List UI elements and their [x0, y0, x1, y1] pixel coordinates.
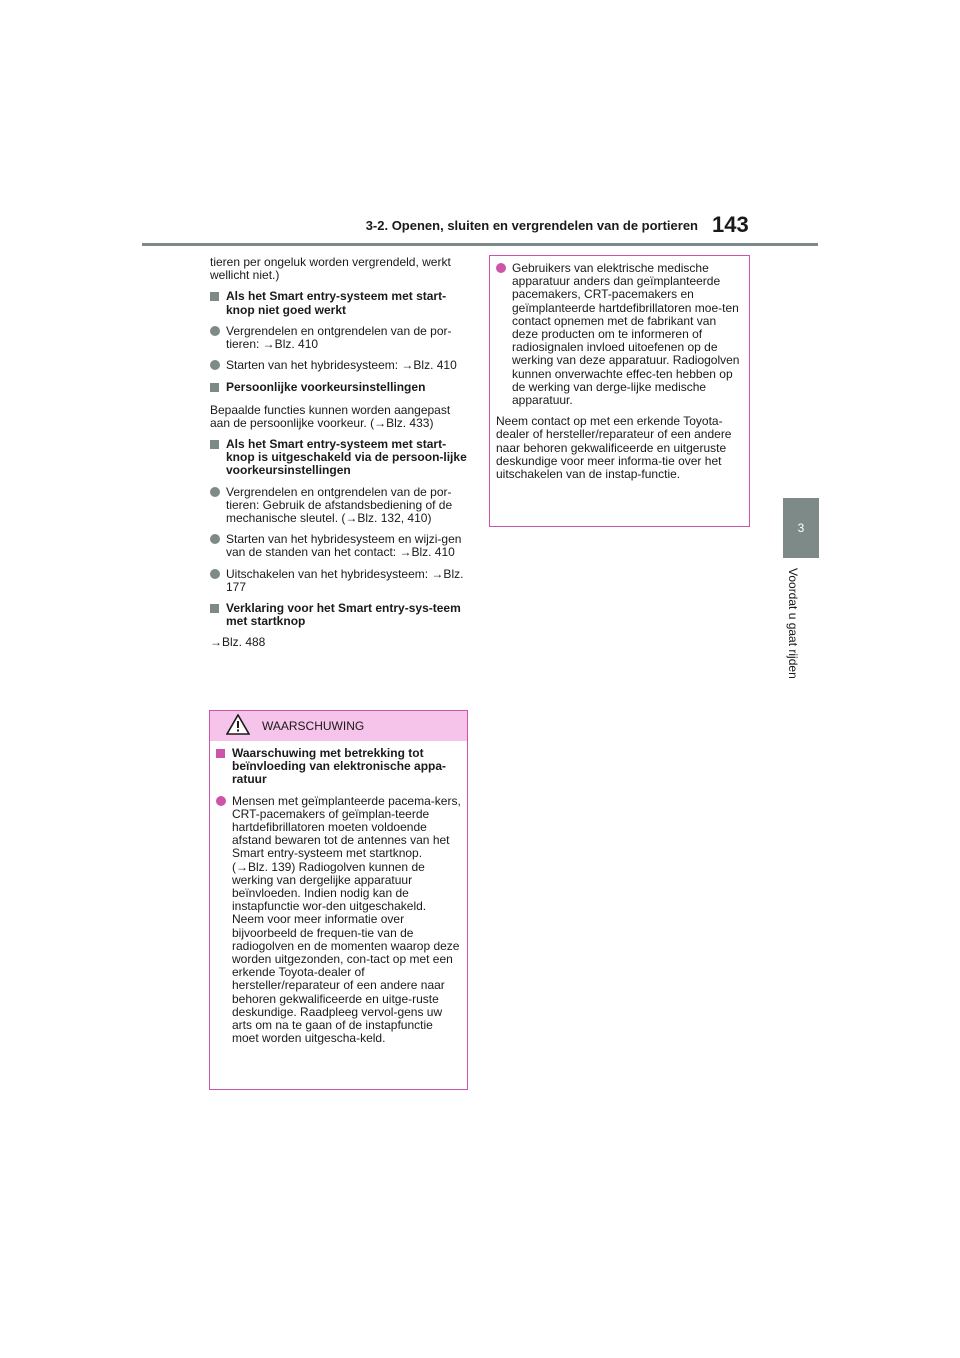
warning-title: WAARSCHUWING — [262, 719, 365, 733]
chapter-tab: 3 — [783, 498, 819, 558]
list-item: Starten van het hybridesysteem en wijzi-gen van de standen van het contact: →Blz. 410 — [210, 533, 469, 559]
warning-bullet: Mensen met geïmplanteerde pacema-kers, CRT-pacemakers of geïmplan-teerde hartdefibrillatoren moeten voldoende afstand bewaren tot de antennes van het Smart entry-systeem met startknop. (→Blz. 139) Radiogolven kunnen de werking van dergelijke apparatuur beïnvloeden. Indien nodig kan de instapfunctie wor-den uitgeschakeld. Neem voor meer informatie over bijvoorbeeld de frequen-tie van de radiogolven en de momenten waarop deze worden uitgezonden, con-tact op met een erkende Toyota-dealer of hersteller/reparateur of een andere naar behoren gekwalificeerde en uitge-ruste deskundige. Raadpleeg vervol-gens uw arts om na te gaan of de instapfunctie moet worden uitgescha-keld. — [216, 795, 461, 1046]
square-marker-icon — [210, 381, 226, 395]
bullet-dot-icon — [210, 359, 226, 373]
bullet-dot-icon — [210, 568, 226, 594]
section-heading: Als het Smart entry-systeem met start-knop niet goed werkt — [210, 290, 469, 316]
warning-box — [209, 710, 468, 1090]
bullet-dot-icon — [210, 486, 226, 526]
section-heading: Persoonlijke voorkeursinstellingen — [210, 381, 469, 395]
warning-triangle-icon — [226, 714, 250, 738]
page-reference: →Blz. 488 — [210, 635, 266, 650]
list-item: Vergrendelen en ontgrendelen van de por-tieren: Gebruik de afstandsbediening of de mechanische sleutel. (→Blz. 132, 410) — [210, 486, 469, 526]
body-paragraph: Bepaalde functies kunnen worden aangepast aan de persoonlijke voorkeur. (→Blz. 433) — [210, 402, 451, 430]
header-divider — [142, 243, 818, 246]
bullet-dot-icon — [216, 795, 232, 1046]
list-item: Starten van het hybridesysteem: →Blz. 410 — [210, 359, 469, 373]
square-marker-icon — [210, 438, 226, 478]
square-marker-icon — [210, 602, 226, 628]
warning-heading: Waarschuwing met betrekking tot beïnvloeding van elektronische appa-ratuur — [216, 747, 461, 787]
left-column — [210, 256, 469, 658]
warning-header — [210, 711, 467, 741]
bullet-dot-icon — [210, 533, 226, 559]
bullet-dot-icon — [210, 325, 226, 351]
warning-bullet: Gebruikers van elektrische medische apparatuur anders dan geïmplanteerde pacemakers, CRT-pacemakers en geïmplanteerde hartdefibrillatoren moe-ten contact opnemen met de fabrikant van deze producten om te informeren of radiosignalen invloed uitoefenen op de werking van deze apparatuur. Radiogolven kunnen onverwachte effec-ten hebben op de werking van derge-lijke medische apparatuur. — [496, 262, 743, 407]
section-heading: Verklaring voor het Smart entry-sys-teem met startknop — [210, 602, 469, 628]
page-number: 143 — [712, 212, 749, 237]
intro-paragraph: tieren per ongeluk worden vergrendeld, werkt wellicht niet.) — [210, 255, 451, 283]
square-marker-icon — [216, 747, 232, 787]
chapter-label: Voordat u gaat rijden — [786, 568, 800, 679]
list-item: Uitschakelen van het hybridesysteem: →Blz. 177 — [210, 568, 469, 594]
section-heading: Als het Smart entry-systeem met start-knop is uitgeschakeld via de persoon-lijke voorkeursinstellingen — [210, 438, 469, 478]
warning-continuation-box — [489, 255, 750, 527]
body-paragraph: Neem contact op met een erkende Toyota-dealer of hersteller/reparateur of een andere naar behoren gekwalificeerde en uitgeruste deskundige voor meer informa-tie over het uitschakelen van de instap-functie. — [496, 414, 732, 482]
bullet-dot-icon — [496, 262, 512, 407]
list-item: Vergrendelen en ontgrendelen van de por-tieren: →Blz. 410 — [210, 325, 469, 351]
header-section-title: 3-2. Openen, sluiten en vergrendelen van de portieren — [365, 218, 698, 233]
square-marker-icon — [210, 290, 226, 316]
